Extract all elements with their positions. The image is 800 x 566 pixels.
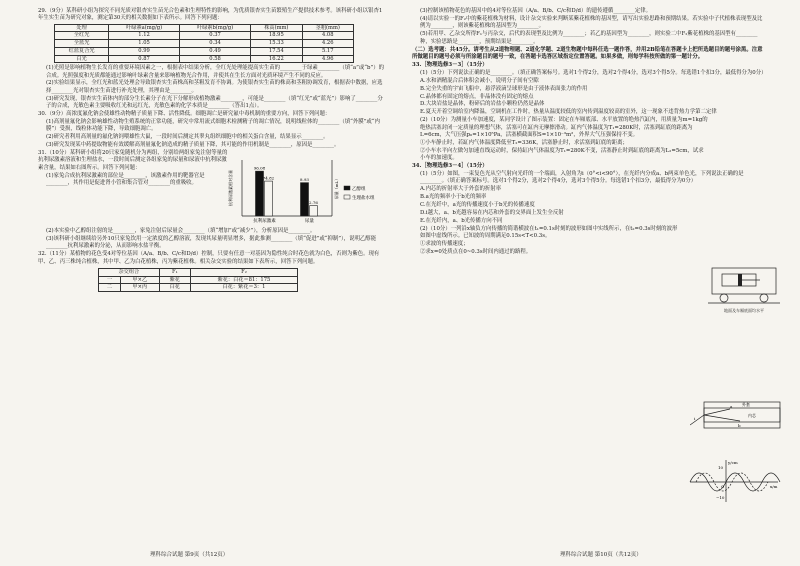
q33-option: C.晶体都有固定的熔点，非晶体没有固定的熔点	[420, 93, 534, 100]
table-cell: 17.54	[251, 47, 302, 55]
table-cell: 4.08	[302, 32, 353, 40]
table-header: 叶绿素a(mg/g)	[109, 24, 180, 32]
q31-block	[38, 150, 386, 228]
table-cell: 二	[99, 284, 121, 292]
q32-intro: 32.（11分）某植物的花色受4对等位基因（A/a、B/b、C/c和D/d）控制，只要有任意一对基因为隐性纯合时花色就为白色，否则为紫色。现有甲、乙、丙三株纯合植株，其中甲、乙为白花植株，丙为紫花植株。相关杂交实验的结果如下表所示，回答下列问题。	[38, 251, 380, 265]
q34-sub1: (1)（5分）如图，一束复色光从空气射向光纤的一个端面，入射角为i（0°<i<90°），在光纤内分成a、b两束单色光，下列说法正确的是________。（填正确答案标号。选对1个得2分，选对2个得4分，选对3个得5分。每选错1个扣3分，最低得分为0分）	[420, 171, 744, 185]
page-10-footer: 理科综合试题 第10页（共12页）	[560, 552, 642, 558]
q34-option: E.在光纤内，a、b光传播方向不同	[420, 218, 503, 225]
data-label: 8.93	[300, 177, 309, 183]
fig-label: b	[738, 423, 741, 428]
q31-intro: 31.（10分）某科研小组将20只家兔随机分为两组，分别给两组家兔注射等量的抗利尿激素溶液和生理盐水，一段时间后测定各组家兔的尿量和尿液中抗利尿激素含量，结果如右图所示。回答下列问题：	[38, 150, 228, 171]
fig-label: O	[721, 484, 725, 489]
table-cell: 全蓝光	[55, 40, 109, 48]
q34-option: D.i越大，a、b光越容易在内芯和外套的交界面上发生全反射	[420, 210, 564, 217]
table-cell: 白花	[159, 284, 190, 292]
table-row	[99, 276, 298, 284]
table-cell: 白光	[55, 55, 109, 63]
table-cell: 1.12	[109, 32, 180, 40]
table-cell: 甲×丙	[120, 284, 159, 292]
q31-sub1: (1)家兔合成抗利尿激素的部位是________，该激素作用的靶器官是________，其作用是促进肾小管和集合管对________的重吸收。	[46, 172, 205, 187]
page-9	[38, 8, 386, 294]
optical-fiber-drawing	[690, 398, 782, 432]
data-label: 74.82	[262, 175, 275, 181]
q32-sub5: (5)若用甲、乙杂交所得F₁与丙杂交，后代的表现型及比例为________；若乙的基因型为________，则实验二中F₂紫花植株的基因型有________种，实验思路是________，预期结果是________。	[420, 31, 758, 45]
q29-table	[54, 24, 354, 64]
table-cell: 一	[99, 276, 121, 284]
q34-option: C.在光纤中，a光的传播速度小于b光的传播速度	[420, 202, 535, 209]
cylinder-cart-drawing	[708, 258, 780, 306]
bar	[265, 181, 273, 216]
bar	[301, 183, 309, 216]
table-header: F₂	[190, 269, 297, 277]
q33-option: A.水和酒精混合后体积会减小，说明分子间有空隙	[420, 77, 539, 84]
q33-sub1: (1)（5分）下列说法正确的是________。（填正确答案标号。选对1个得2分，选对2个得4分，选对3个得5分。每选错1个扣3分，最低得分为0分）	[420, 69, 767, 76]
q33-option: E.夏天开着空调给室内降温，空调机在工作时，热量从温度较低的室内传到温度较高的室外，这一现象不违背热力学第二定律	[420, 109, 717, 116]
q34-option: B.a光的频率小于b光的频率	[420, 194, 487, 201]
bar	[310, 206, 318, 216]
table-cell: 白花：紫花＝3：1	[190, 284, 297, 292]
fig-label: 10	[718, 465, 724, 470]
wheel	[760, 294, 768, 302]
fig-label: −10	[716, 495, 725, 500]
table-header: 株高(mm)	[251, 24, 302, 32]
table-cell: 0.99	[109, 47, 180, 55]
piston	[738, 274, 742, 286]
fig-label: a	[730, 404, 733, 409]
legend-entry: 生理盐水组	[352, 196, 375, 202]
fiber-core	[704, 408, 780, 422]
table-cell: 16.22	[251, 55, 302, 63]
bar-chart-svg	[228, 150, 383, 228]
table-row	[55, 40, 354, 48]
q34-option: A.内芯的折射率大于外套的折射率	[420, 186, 502, 193]
table-cell: 5.17	[302, 47, 353, 55]
q31-sub3: (3)该科研小组继续给另外10只家兔饮用一定浓度的乙醇溶液，发现其尿量明显增多，据此推测________（填“促进”或“抑制”），说明乙醇能________抗利尿激素的分泌，从而影响水盐平衡。	[46, 236, 377, 250]
figure-caption: 地面及车厢底面均水平	[724, 308, 764, 313]
legend-swatch	[344, 195, 350, 199]
tick-label: 尿量	[305, 219, 314, 225]
q29-sub1: (1)光照是影响植物生长发育的重要环境因素之一，根据表中结果分析，全红光处理能提高实生苗的________于绿素________（填“a”或“b”）的合成。光照强度和光质都能通过影响叶绿素含量来影响植物光合作用，并使其在生长方面对光质环境产生不同的反应。	[46, 65, 384, 79]
table-cell: 0.49	[179, 47, 250, 55]
y-axis-label-right: 尿量（mL）	[334, 176, 339, 200]
table-cell: 4.26	[302, 40, 353, 48]
table-row	[99, 284, 298, 292]
tick-label: 抗利尿激素	[253, 219, 276, 225]
q34-sub2a: ①求波的传播速度；	[420, 241, 469, 248]
wave-graph-figure	[686, 458, 782, 504]
table-cell: 15.33	[251, 40, 302, 48]
table-cell: 18.95	[251, 32, 302, 40]
table-cell: 全红光	[55, 32, 109, 40]
legend-entry: 乙醇组	[352, 187, 366, 193]
fig-label: y/cm	[728, 460, 738, 465]
fig-label: 外套	[742, 402, 750, 407]
q33-heading: 33.［物理选修3－3］（15分）	[412, 61, 488, 68]
table-cell: 紫花：白花＝81：175	[190, 276, 297, 284]
q33-sub2b: ②小车水平向左做匀加速直线运动时，保持缸内气体温度为T₁=280K不变，活塞静止时到缸底的距离为L₂=5cm，试求小车的加速度。	[420, 147, 704, 162]
table-cell: 0.58	[179, 55, 250, 63]
table-header: 杂交组合	[99, 269, 160, 277]
fig-label: i	[694, 416, 696, 421]
q33-option: B.完全失重的宇宙飞船中，悬浮液滴呈球形是由于液体表面张力的作用	[420, 85, 588, 92]
table-header: F₁	[159, 269, 190, 277]
q31-sub2: (2)本实验中乙醇组注射的是________，家兔注射后尿量会________（填“增加”或“减少”），分析原因是________。	[46, 228, 316, 235]
q30-intro: 30.（9分）高浓度氟化钠会使雄性动物精子质量下降、活性降低。细胞凋亡是研究氟中毒机制的重要方向，回答下列问题：	[38, 111, 331, 118]
table-row	[55, 55, 354, 63]
data-label: 2.76	[309, 200, 318, 206]
q29-sub3: (3)研究发现，银杏实生苗体内的部分生长素分子在光下分解形成植物激素________，可能是________（填“红光”或“蓝光”）影响了________分子的合成，光敏色素主要吸收红光和远红光，光敏色素的化学本质是________（答出1点）。	[46, 95, 383, 110]
q30-sub1: (1)高剂量氟化钠会影响雄性动物生殖系统的正常功能，研究中常用流式细胞术检测精子的凋亡情况，说明线粒体的________（填“外膜”或“内膜”）受损，线粒体功能下降，导致细胞凋亡。	[46, 118, 380, 133]
page-9-footer: 理科综合试题 第9页（共12页）	[150, 552, 229, 558]
q33-sub2: (2)（10分）为测量小车加速度，某同学设计了图示装置：固定在车厢底部、水平放置的绝热汽缸内，用质量为m=1kg的绝热活塞封闭一定质量的理想气体，活塞可在缸内无摩擦滑动。缸内气体温度为T₁=280K时，活塞到缸底的距离为L=6cm，大气压强p₀=1×10⁵Pa，活塞横截面积S=1×10⁻³m²，外界大气压强保持不变。	[420, 117, 708, 139]
fig-label: x/m	[770, 484, 778, 489]
fig-label: 内芯	[748, 413, 756, 418]
y-axis-label: 抗利尿激素相对含量	[228, 170, 233, 207]
ray-a	[704, 409, 730, 415]
table-header: 处理	[55, 24, 109, 32]
table-cell: 4.96	[302, 55, 353, 63]
q33-option: D.大块岩盐是晶体，粉碎后的岩盐小颗粒仍然是晶体	[420, 101, 545, 108]
table-header-row	[99, 269, 298, 277]
legend-swatch	[344, 186, 350, 190]
table-cell: 0.34	[179, 40, 250, 48]
q34-sub2: (2)（10分）一列沿x轴负方向传播的简谐横波在t₁=0.1s时刻的波形如图中实线所示，在t₂=0.3s时刻的波形如图中虚线所示。已知波的周期满足0.15s<T<0.3s。	[420, 226, 678, 240]
table-row	[55, 47, 354, 55]
table-header-row	[55, 24, 354, 32]
table-cell: 1.05	[109, 40, 180, 48]
cylinder-cart-figure	[708, 258, 780, 314]
q32-sub3: (3)控制该植物花色的基因中的4对等位基因（A/a、B/b、C/c和D/d）的遗传遵循________定律。	[420, 8, 652, 14]
table-cell: 红蓝复合光	[55, 47, 109, 55]
q31-chart	[228, 150, 383, 228]
q30-sub2: (2)研究者利用高剂量的氟化钠饲喂雄性大鼠，一段时间后测定其睾丸组织细胞中的相关蛋白含量，结果显示________。	[46, 134, 329, 141]
optical-fiber-figure	[690, 398, 782, 432]
ray-b	[704, 415, 740, 421]
data-label: 96.08	[253, 165, 266, 171]
q34-sub2b: ②求x=0处质点在0~0.3s时间内通过的路程。	[420, 249, 532, 256]
q32-sub4: (4)请以实验一的F₂中的紫花植株为材料，设计杂交实验来判断某紫花植株的基因型，请写出实验思路和预期结果。若实验中子代植株表现型及比例为________，则该紫花植株的基因型为________。	[420, 15, 763, 30]
q34-heading: 34.［物理选修3－4］（15分）	[412, 163, 488, 170]
page-10	[412, 8, 767, 257]
q30-sub3: (3)研究发现某中药提取物能有效缓解高剂量氟化钠造成的精子质量下降，其可能的作用机制是________，原因是________。	[46, 142, 340, 149]
table-cell: 0.37	[179, 32, 250, 40]
wave-graph-drawing	[686, 458, 782, 504]
table-cell: 甲×乙	[120, 276, 159, 284]
q29-intro: 29.（9分）某科研小组为探究不同光质对银杏实生苗光合色素和生理特性的影响，为优质银杏实生苗繁殖生产提供技术参考。该科研小组以银杏1年生实生苗为研究对象，测定第30天的相关数据如下表所示。回答下列问题：	[38, 8, 383, 22]
table-row	[55, 32, 354, 40]
table-cell: 紫花	[159, 276, 190, 284]
table-header: 茎粗(mm)	[302, 24, 353, 32]
q29-sub2: (2)实验结果显示，全红光和蓝光处理会导致银杏实生苗株高和茎粗发育不协调。为使银杏实生苗的株高和茎粗协调发育，根据表中数据，应选择________光对银杏实生苗进行补光处理，其理由是________。	[46, 80, 383, 94]
cart-body	[712, 268, 776, 294]
q32-table	[98, 268, 298, 292]
wheel	[720, 294, 728, 302]
incident-ray	[690, 415, 704, 425]
table-cell: 0.87	[109, 55, 180, 63]
q33-sub2a: ①小车静止时，若缸内气体温度降低至T₂=336K，活塞静止时，求活塞到缸底的距离；	[420, 139, 628, 146]
elective-instructions: （二）选考题：共45分。请考生从2道物理题、2道化学题、2道生物题中每科任选一题作答，并用2B铅笔在答题卡上把所选题目的题号涂黑。注意所做题目的题号必须与所涂题目的题号一致，在答题卡选答区域指定位置答题。如果多做，则每学科按所做的第一题计分。	[412, 46, 763, 60]
table-header: 叶绿素b(mg/g)	[179, 24, 250, 32]
